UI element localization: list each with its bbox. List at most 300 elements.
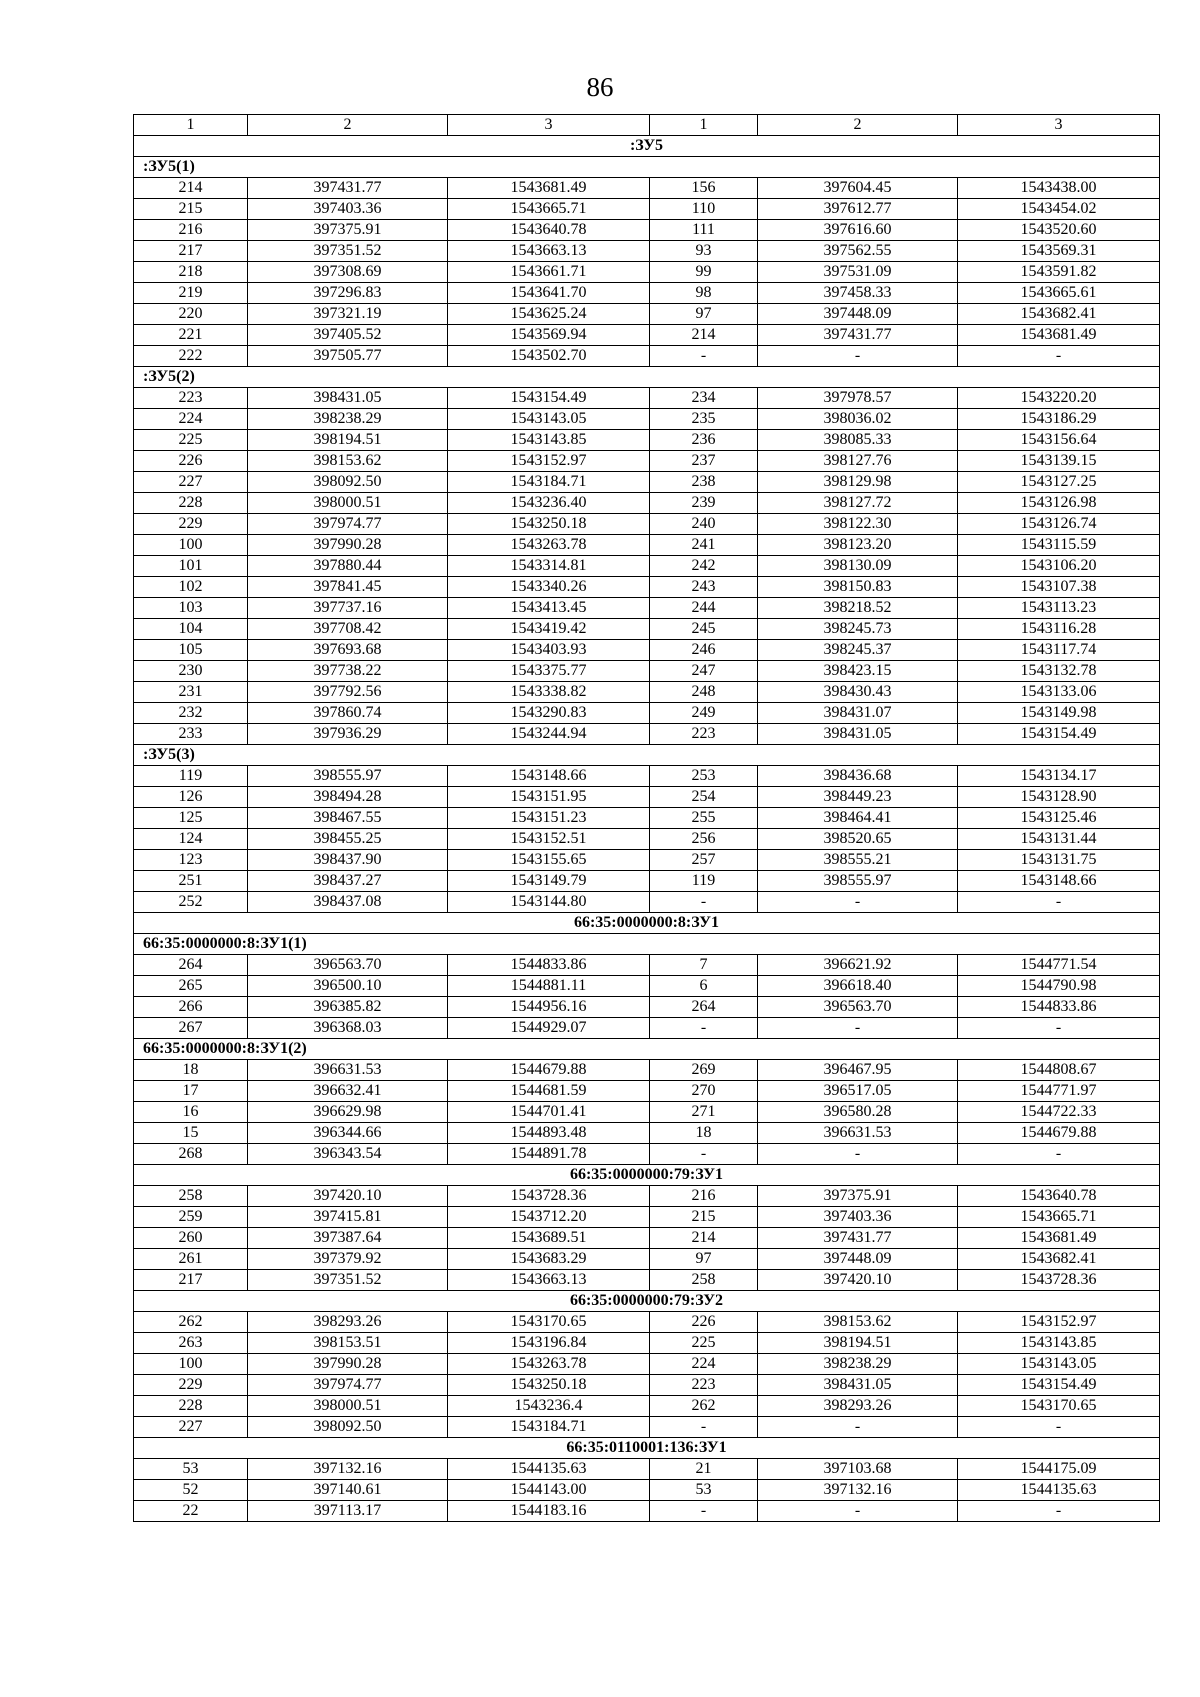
table-cell: 222 — [134, 346, 248, 367]
table-cell: 1543155.65 — [448, 850, 650, 871]
section-header-row — [134, 1438, 1160, 1459]
section-header-row — [134, 1291, 1160, 1312]
table-cell: 242 — [650, 556, 758, 577]
table-row — [134, 1354, 1160, 1375]
table-cell: 237 — [650, 451, 758, 472]
table-cell: 397708.42 — [248, 619, 448, 640]
table-cell: 105 — [134, 640, 248, 661]
table-cell: 264 — [134, 955, 248, 976]
table-row — [134, 472, 1160, 493]
table-cell: 398430.43 — [758, 682, 958, 703]
table-cell: 1543413.45 — [448, 598, 650, 619]
header-cell: 2 — [758, 115, 958, 136]
table-cell: 18 — [650, 1123, 758, 1144]
table-cell: 101 — [134, 556, 248, 577]
table-cell: 1543640.78 — [448, 220, 650, 241]
table-cell: 398431.07 — [758, 703, 958, 724]
table-cell: - — [758, 1018, 958, 1039]
table-cell: 266 — [134, 997, 248, 1018]
table-cell: 1543106.20 — [958, 556, 1160, 577]
table-cell: 398000.51 — [248, 1396, 448, 1417]
table-cell: 1543454.02 — [958, 199, 1160, 220]
table-cell: 397448.09 — [758, 304, 958, 325]
table-cell: 1543375.77 — [448, 661, 650, 682]
table-cell: 267 — [134, 1018, 248, 1039]
table-cell: 229 — [134, 514, 248, 535]
table-cell: 397616.60 — [758, 220, 958, 241]
table-row — [134, 1102, 1160, 1123]
table-row — [134, 1081, 1160, 1102]
table-cell: 228 — [134, 493, 248, 514]
table-cell: 398555.97 — [758, 871, 958, 892]
table-cell: 262 — [650, 1396, 758, 1417]
table-cell: 398122.30 — [758, 514, 958, 535]
table-cell: 110 — [650, 199, 758, 220]
table-cell: 216 — [650, 1186, 758, 1207]
section-title: 66:35:0000000:79:ЗУ2 — [134, 1291, 1160, 1312]
table-cell: 1543641.70 — [448, 283, 650, 304]
table-cell: - — [758, 892, 958, 913]
table-cell: 1543184.71 — [448, 472, 650, 493]
table-cell: 398153.62 — [248, 451, 448, 472]
table-row — [134, 451, 1160, 472]
section-header-row — [134, 136, 1160, 157]
table-cell: 245 — [650, 619, 758, 640]
table-cell: 1543681.49 — [448, 178, 650, 199]
section-title: 66:35:0110001:136:ЗУ1 — [134, 1438, 1160, 1459]
table-row — [134, 556, 1160, 577]
table-cell: 398431.05 — [758, 724, 958, 745]
table-cell: 397321.19 — [248, 304, 448, 325]
table-cell: 234 — [650, 388, 758, 409]
table-cell: 396629.98 — [248, 1102, 448, 1123]
table-cell: 1543712.20 — [448, 1207, 650, 1228]
table-cell: 397737.16 — [248, 598, 448, 619]
table-cell: 270 — [650, 1081, 758, 1102]
table-cell: 398194.51 — [758, 1333, 958, 1354]
table-cell: 1543236.4 — [448, 1396, 650, 1417]
table-cell: 396385.82 — [248, 997, 448, 1018]
table-cell: 1544135.63 — [448, 1459, 650, 1480]
table-cell: 397103.68 — [758, 1459, 958, 1480]
table-cell: 1543681.49 — [958, 1228, 1160, 1249]
table-cell: 398238.29 — [758, 1354, 958, 1375]
table-cell: 235 — [650, 409, 758, 430]
table-cell: 398449.23 — [758, 787, 958, 808]
table-cell: 265 — [134, 976, 248, 997]
table-cell: 398437.27 — [248, 871, 448, 892]
table-cell: 1543520.60 — [958, 220, 1160, 241]
table-cell: 231 — [134, 682, 248, 703]
table-cell: 1543682.41 — [958, 1249, 1160, 1270]
table-cell: 53 — [650, 1480, 758, 1501]
subsection-header-row — [134, 934, 1160, 955]
table-cell: 1543290.83 — [448, 703, 650, 724]
table-cell: 1543569.31 — [958, 241, 1160, 262]
table-row — [134, 220, 1160, 241]
table-row — [134, 241, 1160, 262]
table-row — [134, 997, 1160, 1018]
subsection-title: 66:35:0000000:8:ЗУ1(2) — [134, 1039, 1160, 1060]
table-row — [134, 661, 1160, 682]
table-cell: 254 — [650, 787, 758, 808]
table-row — [134, 829, 1160, 850]
subsection-header-row — [134, 157, 1160, 178]
table-cell: 100 — [134, 535, 248, 556]
table-cell: 397431.77 — [248, 178, 448, 199]
table-cell: 1543170.65 — [448, 1312, 650, 1333]
table-row — [134, 955, 1160, 976]
table-row — [134, 1459, 1160, 1480]
table-cell: 223 — [134, 388, 248, 409]
table-cell: 225 — [650, 1333, 758, 1354]
table-cell: 1543728.36 — [448, 1186, 650, 1207]
table-row — [134, 892, 1160, 913]
table-row — [134, 493, 1160, 514]
table-cell: 104 — [134, 619, 248, 640]
table-cell: 1543403.93 — [448, 640, 650, 661]
table-row — [134, 1333, 1160, 1354]
table-row — [134, 1144, 1160, 1165]
table-cell: 1544881.11 — [448, 976, 650, 997]
table-cell: 1544956.16 — [448, 997, 650, 1018]
table-cell: 243 — [650, 577, 758, 598]
table-cell: 1543143.85 — [958, 1333, 1160, 1354]
table-cell: 240 — [650, 514, 758, 535]
table-row — [134, 409, 1160, 430]
table-cell: 398129.98 — [758, 472, 958, 493]
table-cell: 260 — [134, 1228, 248, 1249]
table-cell: 398293.26 — [248, 1312, 448, 1333]
table-row — [134, 262, 1160, 283]
table-cell: 215 — [134, 199, 248, 220]
table-cell: 398464.41 — [758, 808, 958, 829]
table-cell: 7 — [650, 955, 758, 976]
table-cell: 1543125.46 — [958, 808, 1160, 829]
table-cell: 398245.73 — [758, 619, 958, 640]
table-cell: 1543314.81 — [448, 556, 650, 577]
table-cell: 1543591.82 — [958, 262, 1160, 283]
table-cell: 214 — [650, 1228, 758, 1249]
table-cell: 1543151.23 — [448, 808, 650, 829]
table-cell: 1543152.51 — [448, 829, 650, 850]
table-cell: 246 — [650, 640, 758, 661]
table-cell: 398092.50 — [248, 1417, 448, 1438]
table-cell: 229 — [134, 1375, 248, 1396]
table-cell: 261 — [134, 1249, 248, 1270]
table-row — [134, 598, 1160, 619]
table-cell: 397375.91 — [758, 1186, 958, 1207]
table-cell: 397296.83 — [248, 283, 448, 304]
table-cell: 1543143.05 — [448, 409, 650, 430]
table-cell: - — [758, 1501, 958, 1522]
table-cell: 1543128.90 — [958, 787, 1160, 808]
table-cell: 1543338.82 — [448, 682, 650, 703]
table-cell: 1543625.24 — [448, 304, 650, 325]
table-cell: 264 — [650, 997, 758, 1018]
table-cell: 397990.28 — [248, 535, 448, 556]
table-cell: 397403.36 — [248, 199, 448, 220]
table-cell: 1543220.20 — [958, 388, 1160, 409]
table-cell: - — [650, 1018, 758, 1039]
table-cell: 271 — [650, 1102, 758, 1123]
table-cell: 398494.28 — [248, 787, 448, 808]
table-row — [134, 808, 1160, 829]
table-row — [134, 1480, 1160, 1501]
table-cell: 398127.72 — [758, 493, 958, 514]
table-cell: 397448.09 — [758, 1249, 958, 1270]
table-cell: 398437.90 — [248, 850, 448, 871]
table-cell: 215 — [650, 1207, 758, 1228]
table-cell: 398036.02 — [758, 409, 958, 430]
section-header-row — [134, 1165, 1160, 1186]
table-cell: 397415.81 — [248, 1207, 448, 1228]
table-cell: 1543151.95 — [448, 787, 650, 808]
table-cell: 1543126.98 — [958, 493, 1160, 514]
table-row — [134, 1501, 1160, 1522]
table-cell: 1543665.71 — [448, 199, 650, 220]
table-cell: 397379.92 — [248, 1249, 448, 1270]
table-cell: 397458.33 — [758, 283, 958, 304]
table-row — [134, 1249, 1160, 1270]
table-cell: 1543154.49 — [958, 1375, 1160, 1396]
subsection-header-row — [134, 367, 1160, 388]
table-cell: 126 — [134, 787, 248, 808]
table-row — [134, 724, 1160, 745]
table-cell: 1543113.23 — [958, 598, 1160, 619]
table-cell: 398555.21 — [758, 850, 958, 871]
table-cell: 221 — [134, 325, 248, 346]
table-cell: 53 — [134, 1459, 248, 1480]
table-row — [134, 304, 1160, 325]
table-cell: 397974.77 — [248, 1375, 448, 1396]
table-cell: 1543438.00 — [958, 178, 1160, 199]
table-cell: 397738.22 — [248, 661, 448, 682]
table-cell: 1543244.94 — [448, 724, 650, 745]
table-cell: 1543683.29 — [448, 1249, 650, 1270]
table-row — [134, 871, 1160, 892]
coordinates-table — [133, 114, 1160, 1522]
table-row — [134, 325, 1160, 346]
table-cell: 1543154.49 — [448, 388, 650, 409]
table-cell: 1543502.70 — [448, 346, 650, 367]
table-cell: 21 — [650, 1459, 758, 1480]
table-cell: 238 — [650, 472, 758, 493]
header-cell: 1 — [650, 115, 758, 136]
table-cell: 103 — [134, 598, 248, 619]
table-row — [134, 1228, 1160, 1249]
section-title: 66:35:0000000:8:ЗУ1 — [134, 913, 1160, 934]
table-cell: 397531.09 — [758, 262, 958, 283]
table-cell: 253 — [650, 766, 758, 787]
table-cell: 1543663.13 — [448, 1270, 650, 1291]
table-cell: 1543640.78 — [958, 1186, 1160, 1207]
table-cell: 397132.16 — [758, 1480, 958, 1501]
table-cell: 397880.44 — [248, 556, 448, 577]
table-cell: 1543152.97 — [448, 451, 650, 472]
table-row — [134, 1312, 1160, 1333]
table-cell: 236 — [650, 430, 758, 451]
table-cell: 111 — [650, 220, 758, 241]
table-cell: 397420.10 — [248, 1186, 448, 1207]
table-cell: 1544790.98 — [958, 976, 1160, 997]
subsection-title: :ЗУ5(3) — [134, 745, 1160, 766]
header-cell: 1 — [134, 115, 248, 136]
table-cell: 1544808.67 — [958, 1060, 1160, 1081]
table-cell: 398423.15 — [758, 661, 958, 682]
table-cell: 99 — [650, 262, 758, 283]
table-cell: 1544135.63 — [958, 1480, 1160, 1501]
table-cell: 1543682.41 — [958, 304, 1160, 325]
table-cell: 397604.45 — [758, 178, 958, 199]
table-cell: 225 — [134, 430, 248, 451]
table-cell: 1544722.33 — [958, 1102, 1160, 1123]
table-cell: 1543134.17 — [958, 766, 1160, 787]
table-cell: 1543663.13 — [448, 241, 650, 262]
table-row — [134, 178, 1160, 199]
table-cell: 1544679.88 — [448, 1060, 650, 1081]
table-cell: 259 — [134, 1207, 248, 1228]
table-cell: 16 — [134, 1102, 248, 1123]
table-cell: 52 — [134, 1480, 248, 1501]
table-cell: 224 — [650, 1354, 758, 1375]
table-cell: 397841.45 — [248, 577, 448, 598]
table-cell: 396580.28 — [758, 1102, 958, 1123]
table-cell: 97 — [650, 1249, 758, 1270]
table-row — [134, 346, 1160, 367]
table-cell: 263 — [134, 1333, 248, 1354]
table-cell: 255 — [650, 808, 758, 829]
table-cell: 223 — [650, 724, 758, 745]
table-cell: - — [758, 346, 958, 367]
table-cell: 226 — [650, 1312, 758, 1333]
table-cell: 397113.17 — [248, 1501, 448, 1522]
table-cell: 397420.10 — [758, 1270, 958, 1291]
subsection-title: :ЗУ5(1) — [134, 157, 1160, 178]
table-cell: - — [758, 1417, 958, 1438]
table-cell: 397403.36 — [758, 1207, 958, 1228]
table-cell: 258 — [134, 1186, 248, 1207]
table-cell: 1544143.00 — [448, 1480, 650, 1501]
table-cell: 257 — [650, 850, 758, 871]
table-cell: 223 — [650, 1375, 758, 1396]
table-cell: 15 — [134, 1123, 248, 1144]
table-cell: 93 — [650, 241, 758, 262]
table-cell: 397505.77 — [248, 346, 448, 367]
table-cell: - — [650, 892, 758, 913]
table-cell: 1543196.84 — [448, 1333, 650, 1354]
table-cell: 1543236.40 — [448, 493, 650, 514]
subsection-header-row — [134, 1039, 1160, 1060]
table-cell: 398555.97 — [248, 766, 448, 787]
table-cell: 100 — [134, 1354, 248, 1375]
table-cell: 97 — [650, 304, 758, 325]
table-cell: 256 — [650, 829, 758, 850]
table-cell: - — [758, 1144, 958, 1165]
table-cell: 398123.20 — [758, 535, 958, 556]
table-cell: 398431.05 — [758, 1375, 958, 1396]
table-cell: 102 — [134, 577, 248, 598]
table-cell: 398431.05 — [248, 388, 448, 409]
table-cell: 226 — [134, 451, 248, 472]
table-cell: 17 — [134, 1081, 248, 1102]
table-cell: 398127.76 — [758, 451, 958, 472]
table-cell: - — [958, 1417, 1160, 1438]
table-cell: 1543132.78 — [958, 661, 1160, 682]
table-cell: 1543154.49 — [958, 724, 1160, 745]
table-row — [134, 1375, 1160, 1396]
table-cell: 1544701.41 — [448, 1102, 650, 1123]
table-cell: 396632.41 — [248, 1081, 448, 1102]
table-row — [134, 1270, 1160, 1291]
table-cell: 18 — [134, 1060, 248, 1081]
table-cell: - — [958, 346, 1160, 367]
subsection-header-row — [134, 745, 1160, 766]
table-cell: 398245.37 — [758, 640, 958, 661]
table-cell: 1543148.66 — [448, 766, 650, 787]
table-cell: 1543419.42 — [448, 619, 650, 640]
table-cell: 1544681.59 — [448, 1081, 650, 1102]
table-row — [134, 1396, 1160, 1417]
table-cell: 239 — [650, 493, 758, 514]
table-cell: 227 — [134, 1417, 248, 1438]
table-cell: 230 — [134, 661, 248, 682]
table-cell: 220 — [134, 304, 248, 325]
table-cell: 1544893.48 — [448, 1123, 650, 1144]
table-cell: 217 — [134, 1270, 248, 1291]
table-cell: 244 — [650, 598, 758, 619]
table-cell: 397140.61 — [248, 1480, 448, 1501]
table-cell: 1543661.71 — [448, 262, 650, 283]
table-cell: 124 — [134, 829, 248, 850]
table-cell: 397308.69 — [248, 262, 448, 283]
table-row — [134, 1018, 1160, 1039]
section-title: :ЗУ5 — [134, 136, 1160, 157]
table-row — [134, 619, 1160, 640]
header-row — [134, 115, 1160, 136]
table-cell: 1543144.80 — [448, 892, 650, 913]
table-row — [134, 1207, 1160, 1228]
table-cell: 1543184.71 — [448, 1417, 650, 1438]
table-cell: 398153.51 — [248, 1333, 448, 1354]
table-cell: 251 — [134, 871, 248, 892]
table-cell: 397375.91 — [248, 220, 448, 241]
table-cell: 1543340.26 — [448, 577, 650, 598]
table-cell: 268 — [134, 1144, 248, 1165]
table-cell: 125 — [134, 808, 248, 829]
table-cell: 397405.52 — [248, 325, 448, 346]
table-cell: 1543681.49 — [958, 325, 1160, 346]
table-cell: 1543250.18 — [448, 514, 650, 535]
table-cell: 1544679.88 — [958, 1123, 1160, 1144]
table-cell: 218 — [134, 262, 248, 283]
table-cell: 1544771.97 — [958, 1081, 1160, 1102]
table-row — [134, 640, 1160, 661]
table-cell: 398218.52 — [758, 598, 958, 619]
table-row — [134, 850, 1160, 871]
table-row — [134, 703, 1160, 724]
table-row — [134, 1060, 1160, 1081]
table-cell: 227 — [134, 472, 248, 493]
table-cell: 1543133.06 — [958, 682, 1160, 703]
table-cell: 1543143.05 — [958, 1354, 1160, 1375]
table-row — [134, 682, 1160, 703]
table-cell: 398085.33 — [758, 430, 958, 451]
table-cell: 398436.68 — [758, 766, 958, 787]
table-row — [134, 1417, 1160, 1438]
table-cell: 398150.83 — [758, 577, 958, 598]
table-cell: 396631.53 — [758, 1123, 958, 1144]
